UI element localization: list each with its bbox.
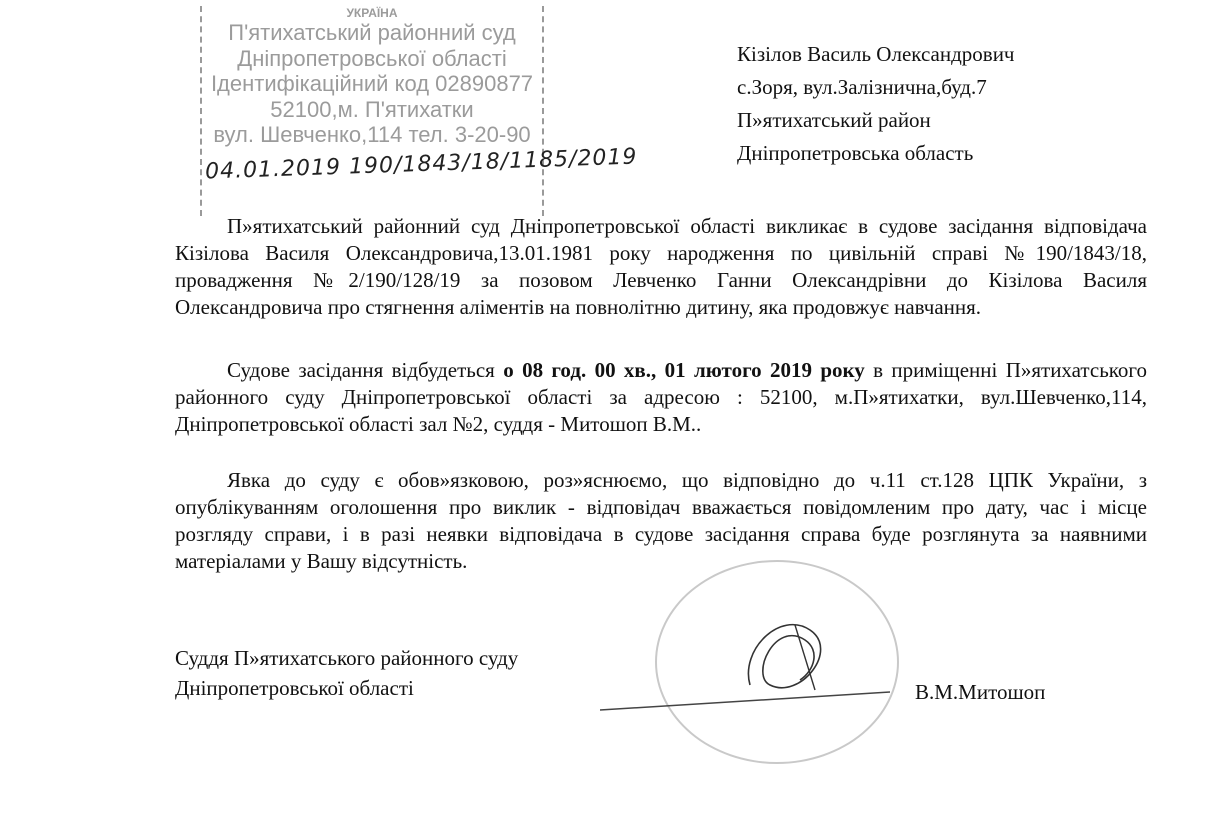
judge-title-line2: Дніпропетровської області [175, 676, 414, 700]
addressee-district: П»ятихатський район [737, 108, 931, 132]
hearing-location: в приміщенні П»ятихатського районного суду Дніпропетровської області за адресою : 52100, м.П»ятихатки, вул.Шевченко,114, Дніпропетровської області зал №2, суддя - Митошоп В.М.. [175, 358, 1147, 436]
stamp-id-code: Ідентифікаційний код 02890877 [210, 71, 534, 96]
addressee-name: Кізілов Василь Олександрович [737, 42, 1015, 66]
addressee-street: с.Зоря, вул.Залізнична,буд.7 [737, 75, 987, 99]
stamp-city: 52100,м. П'ятихатки [270, 96, 474, 122]
handwritten-signature [600, 590, 920, 740]
addressee-block [737, 38, 1015, 170]
addressee-region: Дніпропетровська область [737, 141, 974, 165]
registration-number: 04.01.2019 190/1843/18/1185/2019 [204, 144, 638, 185]
judge-name: В.М.Митошоп [915, 680, 1046, 704]
stamp-court-name: П'ятихатський районний суд [228, 20, 516, 45]
stamp-country: УКРАЇНА [346, 6, 398, 20]
hearing-intro: Судове засідання відбудеться [227, 358, 504, 382]
hearing-paragraph [175, 357, 1147, 438]
hearing-datetime: о 08 год. 00 хв., 01 лютого 2019 року [503, 358, 865, 382]
judge-title [175, 643, 518, 703]
summons-paragraph: П»ятихатський районний суд Дніпропетровської області викликає в судове засідання відповідача Кізілова Василя Олександровича,13.01.1981 року народження по цивільній справі №190/1843/18, провадження №2/190/128/19 за позовом Левченко Ганни Олександрівни до Кізілова Василя Олександровича про стягнення аліментів на повнолітню дитину, яка продовжує навчання. [175, 214, 1147, 319]
court-stamp [200, 6, 544, 216]
judge-title-line1: Суддя П»ятихатського районного суду [175, 646, 519, 670]
attendance-paragraph: Явка до суду є обов»язковою, роз»яснюємо, що відповідно до ч.11 ст.128 ЦПК України, з опублікуванням оголошення про виклик - відповідач вважається повідомленим про дату, час і місце розгляду справи, і в разі неявки відповідача в судове засідання справа буде розглянута за наявними матеріалами у Вашу відсутність. [175, 468, 1147, 573]
stamp-address-phone: вул. Шевченко,114 тел. 3-20-90 [213, 122, 531, 147]
stamp-region: Дніпропетровської області [237, 45, 507, 71]
